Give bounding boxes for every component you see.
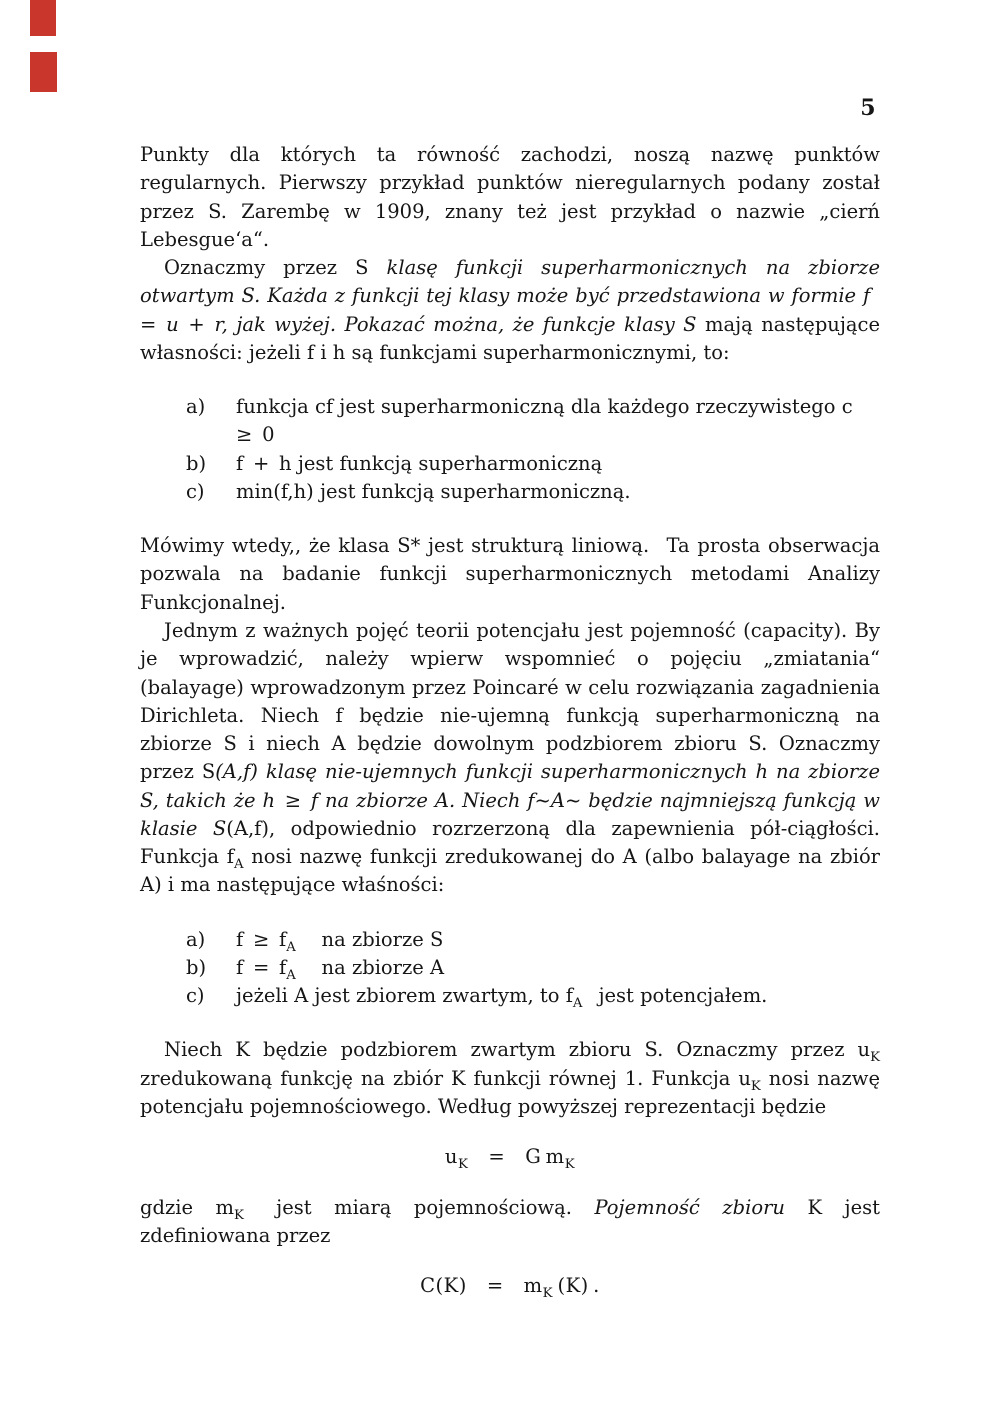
paragraph-capacity-balayage: Jednym z ważnych pojęć teorii potencjału jest pojemność (capacity). By je wprowadzić, należy wpierw wspomnieć o pojęciu „zmiatania“ (balayage) wprowadzonym przez Poincaré w celu rozwiązania zagadnienia Dirichleta. Niech f będzie nie-ujemną funkcją superharmoniczną na zbiorze S i niech A będzie dowolnym podzbiorem zbioru S. Oznaczmy przez S(A,f) klasę nie-ujemnych funkcji superharmonicznych h na zbiorze S, takich że h ≥ f na zbiorze A. Niech f~A~ będzie najmniejszą funkcją w klasie S(A,f), odpowiednio rozrzerzoną dla zapewnienia pół-ciągłości. Funkcja $f_A$ nosi nazwę funkcji zredukowanej do A (albo balayage na zbiór A) i ma następujące właśności:: [140, 618, 881, 897]
list-marker: a): [186, 395, 206, 419]
list-item-text: min(f,h) jest funkcją superharmoniczną.: [236, 479, 631, 503]
list-item: [186, 982, 880, 1010]
paragraph-class-s-star: Oznaczmy przez S klasę funkcji superharmonicznych na zbiorze otwartym S. Każda z funkcji tej klasy może być przedstawiona w formie f = u + r, jak wyżej. Pokazać można, że funkcje klasy S mają następujące własności: jeżeli f i h są funkcjami superharmonicznymi, to:: [140, 256, 880, 364]
list-item-text: jeżeli A jest zbiorem zwartym, to $f_A$ jest potencjałem.: [236, 984, 768, 1012]
property-list-superharmonic: [140, 393, 880, 506]
red-margin-mark: [30, 0, 56, 36]
list-item-text: f = $f_A$ na zbiorze A: [236, 955, 445, 983]
list-item: [186, 926, 880, 954]
page-content: [140, 141, 880, 1322]
paragraph-linear-structure: Mówimy wtedy,, że klasa S* jest strukturą liniową. Ta prosta obserwacja pozwala na badanie funkcji superharmonicznych metodami Analizy Funkcjonalnej.: [140, 534, 880, 614]
list-item: [186, 393, 880, 450]
list-item: [186, 954, 880, 982]
paragraph-capacity-potential: Niech K będzie podzbiorem zwartym zbioru S. Oznaczmy przez $u_K$ zredukowaną funkcję na zbiór K funkcji równej 1. Funkcja $u_K$ nosi nazwę potencjału pojemnościowego. Według powyższej reprezentacji będzie: [140, 1038, 880, 1118]
list-marker: b): [186, 955, 207, 979]
property-list-reduced-function: [140, 926, 880, 1011]
formula-capacity-potential: $u_K$ = G $m_K$: [444, 1145, 576, 1173]
list-marker: b): [186, 451, 207, 475]
list-marker: a): [186, 927, 206, 951]
list-marker: c): [186, 479, 205, 503]
page-number: 5: [860, 95, 876, 121]
list-marker: c): [186, 984, 205, 1008]
red-margin-mark: [30, 52, 57, 92]
list-item-text: funkcja cf jest superharmoniczną dla każdego rzeczywistego c ≥ 0: [236, 395, 863, 447]
list-item-text: f ≥ $f_A$ na zbiorze S: [236, 927, 444, 955]
formula-capacity-definition: C(K) = $m_K$ (K) .: [420, 1274, 600, 1301]
paragraph-regular-points: Punkty dla których ta równość zachodzi, noszą nazwę punktów regularnych. Pierwszy przykład punktów nieregularnych podany został przez S. Zarembę w 1909, znany też jest przykład o nazwie „cierń Lebesgue‘a“.: [140, 143, 880, 251]
list-item: [186, 478, 880, 506]
list-item-text: f + h jest funkcją superharmoniczną: [236, 451, 603, 475]
paragraph-capacity-measure: gdzie $m_K$ jest miarą pojemnościową. Pojemność zbioru K jest zdefiniowana przez: [140, 1195, 880, 1247]
list-item: [186, 450, 880, 478]
